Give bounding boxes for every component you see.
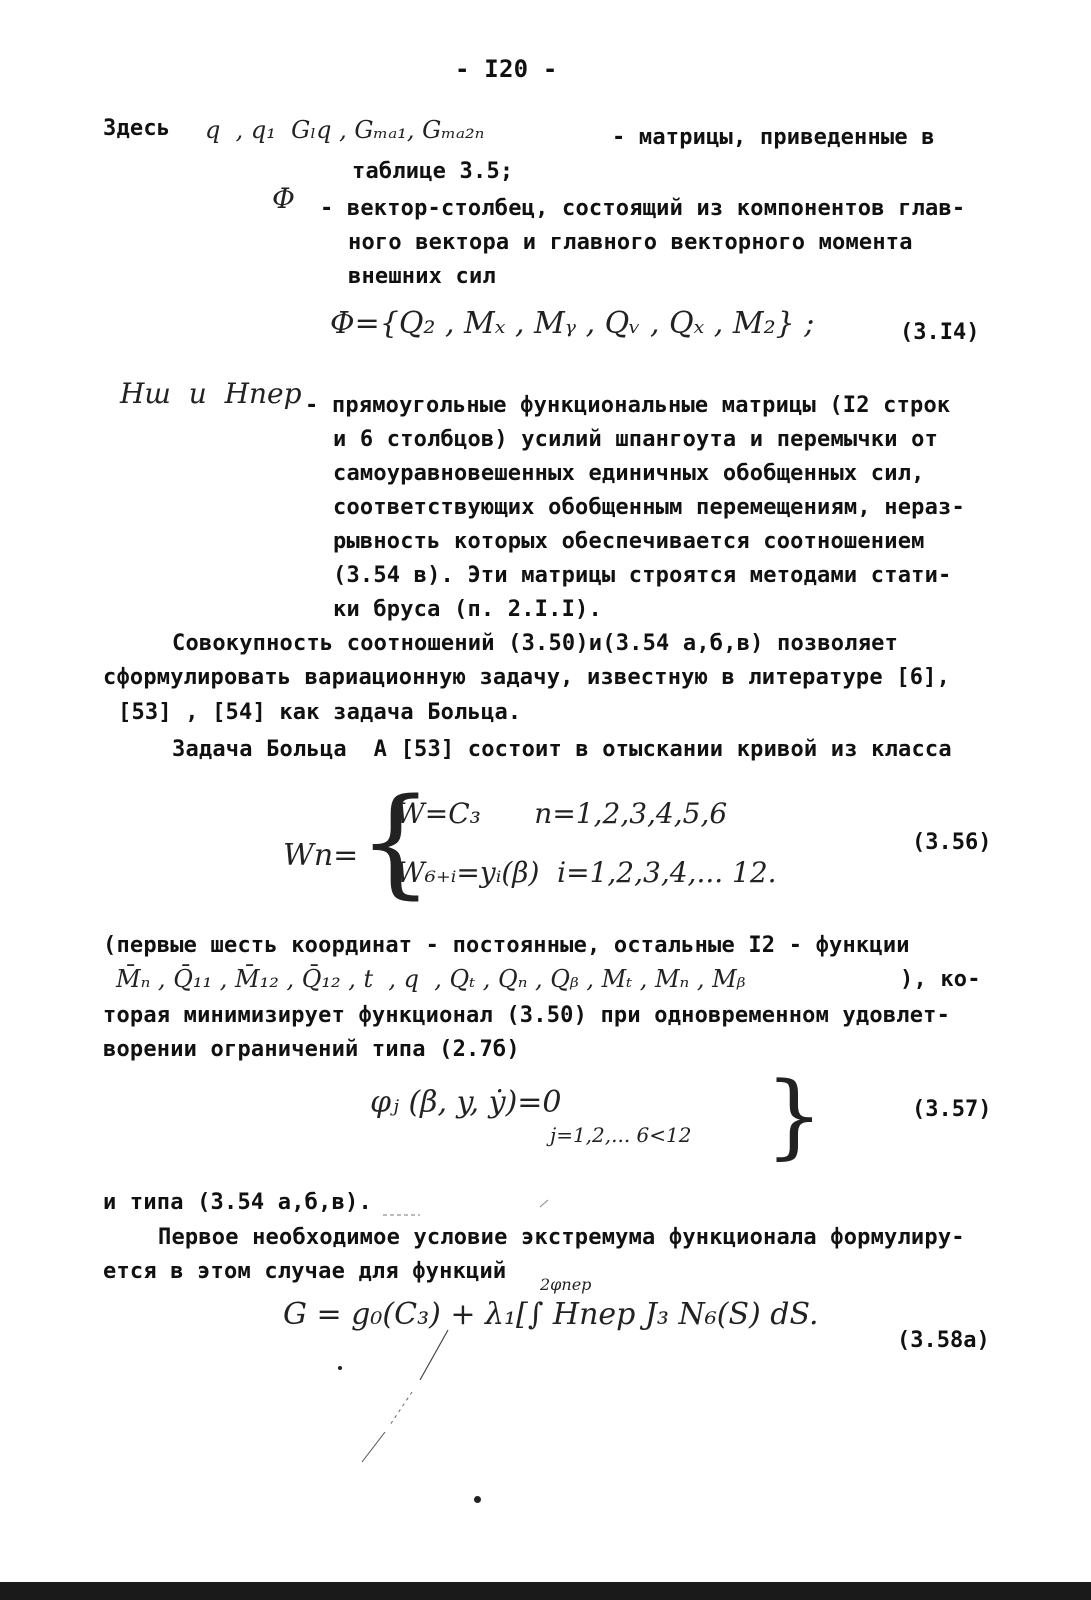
para3-function-symbols: M̄ₙ , Q̄₁₁ , M̄₁₂ , Q̄₁₂ , t , q , Qₜ , Qₙ , Qᵦ , Mₜ , Mₙ , Mᵦ [116, 965, 746, 993]
equation-3-56-row-1: W=C₃ n=1,2,3,4,5,6 [396, 797, 728, 830]
para2-line-1: Задача Больца А [53] состоит в отыскании кривой из класса [172, 737, 952, 762]
intro-matrix-symbols: q , q₁ Gₗq , Gₘₐ₁, Gₘₐ₂ₙ [205, 116, 485, 144]
equation-3-56-lhs: Wn= [283, 838, 359, 873]
para3-line-2-end: ), ко- [900, 967, 981, 992]
phi-def-line-3: внешних сил [348, 264, 496, 289]
para4-line-2: Первое необходимое условие экстремума функционала формулиру- [158, 1225, 965, 1250]
para3-line-3: торая минимизирует функционал (3.50) при одновременном удовлет- [103, 1003, 951, 1028]
equation-3-57-subscript: j=1,2,... 6<12 [550, 1123, 692, 1147]
page-number: - I20 - [455, 55, 558, 83]
equation-3-58a: G = g₀(C₃) + λ₁[∫ Hпер J₃ N₆(S) dS. [283, 1297, 819, 1332]
equation-3-57: φⱼ (β, y, ẏ)=0 [370, 1085, 562, 1120]
h-def-line-4: соответствующих обобщенным перемещениям, нераз- [333, 495, 965, 520]
equation-3-57-right-brace: } [765, 1062, 824, 1169]
equation-3-14: Φ={Q₂ , Mₓ , Mᵧ , Qᵥ , Qₓ , M₂} ; [330, 306, 815, 341]
para1-line-2: сформулировать вариационную задачу, известную в литературе [6], [103, 665, 951, 690]
para4-line-3: ется в этом случае для функций [103, 1259, 507, 1284]
para1-line-3: [53] , [54] как задача Больца. [118, 700, 522, 725]
para3-line-4: ворении ограничений типа (2.7б) [103, 1037, 520, 1062]
equation-number-3-57: (3.57) [912, 1097, 992, 1122]
ink-dot-small [338, 1366, 342, 1370]
ink-dot [474, 1496, 481, 1503]
equation-3-56-left-brace: { [358, 772, 434, 910]
h-def-line-3: самоуравновешенных единичных обобщенных сил, [333, 461, 925, 486]
h-def-line-7: ки бруса (п. 2.I.I). [333, 597, 602, 622]
phi-def-line-2: ного вектора и главного векторного момента [348, 230, 913, 255]
para3-line-1: (первые шесть координат - постоянные, остальные I2 - функции [103, 933, 910, 958]
equation-number-3-14: (3.I4) [900, 320, 980, 345]
h-def-line-1: - прямоугольные функциональные матрицы (I2 строк [305, 393, 951, 418]
phi-def-line-1: - вектор-столбец, состоящий из компонентов глав- [320, 196, 966, 221]
equation-3-58a-upper-limit: 2φпер [540, 1275, 592, 1294]
intro-line-2: таблице 3.5; [352, 159, 514, 184]
scan-bottom-edge [0, 1582, 1091, 1600]
equation-3-56-row-2: W₆₊ᵢ=yᵢ(β) i=1,2,3,4,... 12. [396, 856, 777, 889]
para4-line-1: и типа (3.54 а,б,в). [103, 1190, 372, 1215]
equation-number-3-56: (3.56) [912, 830, 992, 855]
h-def-line-6: (3.54 в). Эти матрицы строятся методами стати- [333, 563, 952, 588]
h-def-line-5: рывность которых обеспечивается соотношением [333, 529, 925, 554]
h-matrices-symbols: Hш и Hпер [120, 377, 302, 410]
equation-number-3-58a: (3.58а) [897, 1328, 990, 1353]
intro-line-1: - матрицы, приведенные в [612, 125, 935, 150]
para1-line-1: Совокупность соотношений (3.50)и(3.54 а,б,в) позволяет [172, 631, 899, 656]
h-def-line-2: и 6 столбцов) усилий шпангоута и перемычки от [333, 427, 939, 452]
intro-word-zdes: Здесь [103, 116, 171, 141]
phi-symbol: Φ [272, 182, 295, 215]
